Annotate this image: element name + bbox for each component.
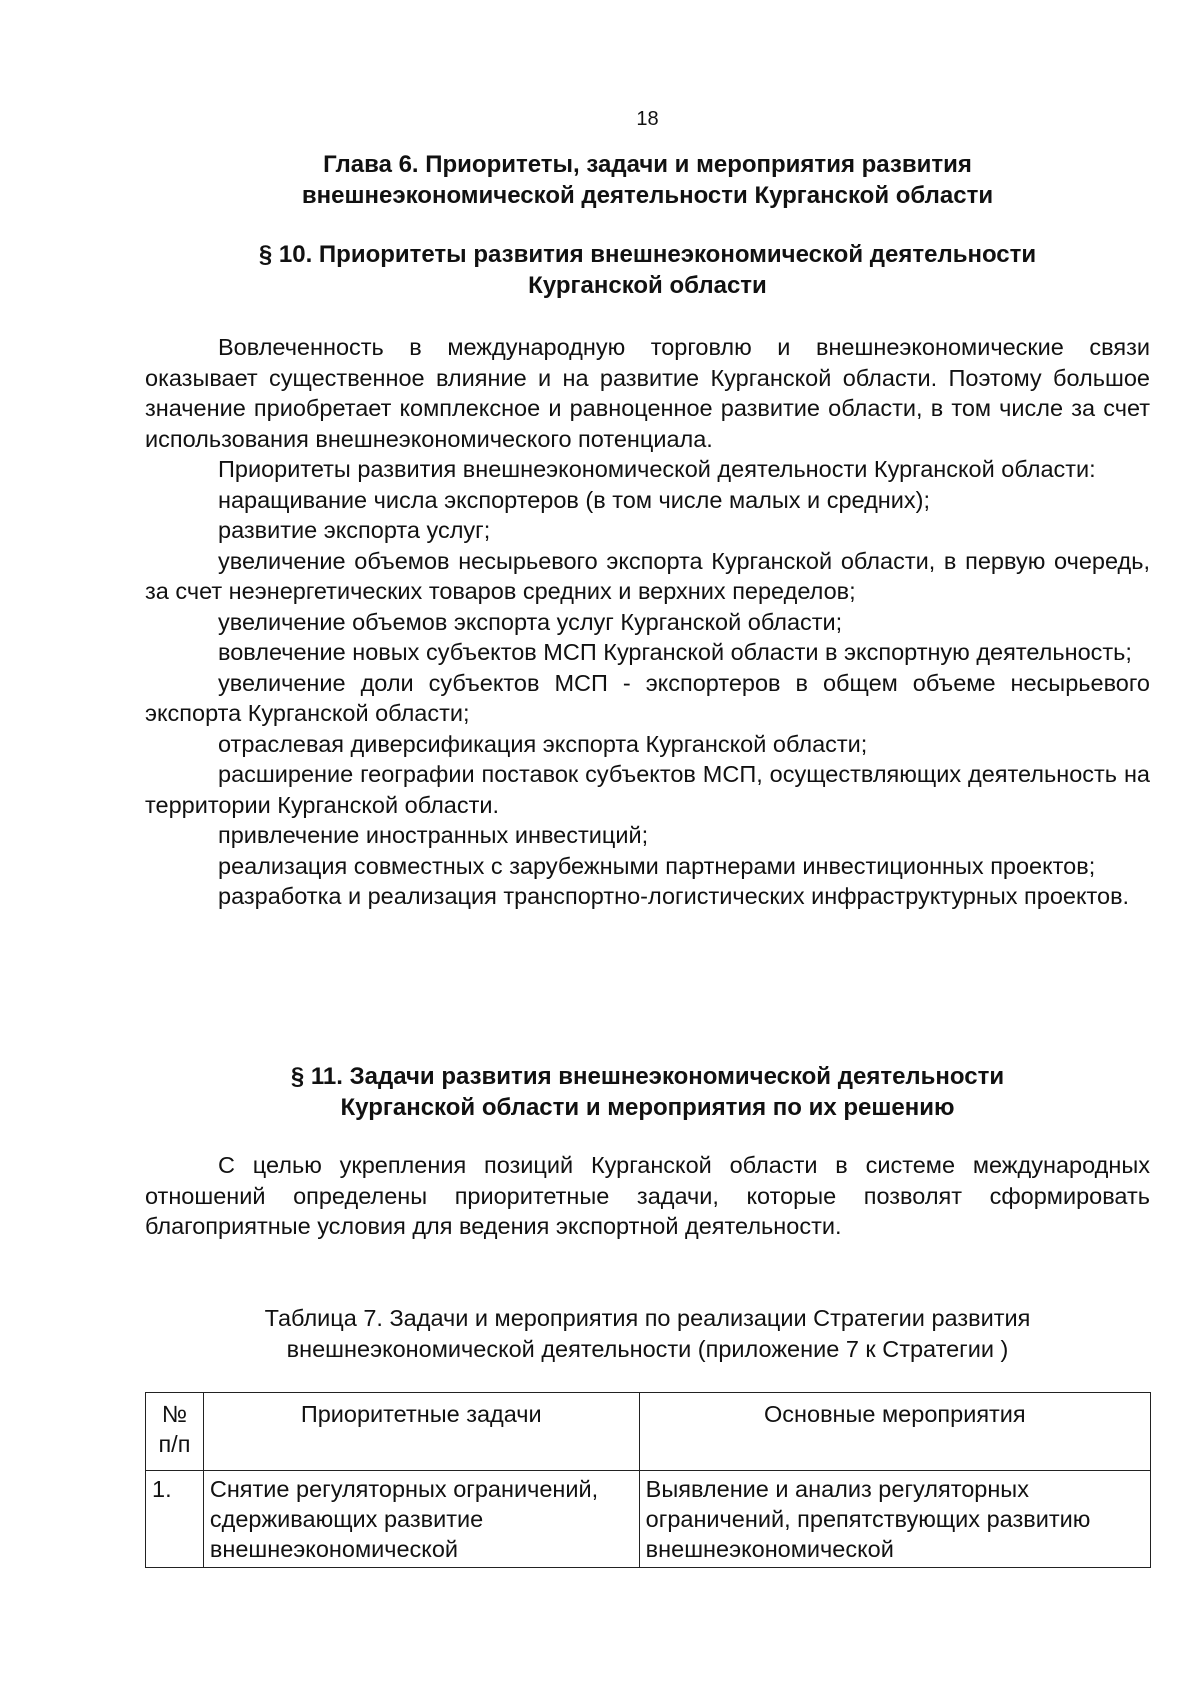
priority-item: привлечение иностранных инвестиций; xyxy=(218,822,649,848)
table-caption-line-2: внешнеэкономической деятельности (приложение 7 к Стратегии ) xyxy=(286,1335,1009,1362)
priority-item: увеличение доли субъектов МСП - экспортеров в общем объеме несырьевого экспорта Курганской области; xyxy=(145,669,1150,726)
page-number: 18 xyxy=(636,108,659,130)
table-caption-line-1: Таблица 7. Задачи и мероприятия по реализации Стратегии развития xyxy=(264,1305,1031,1331)
section-10-heading xyxy=(145,240,1150,301)
column-header-tasks: Приоритетные задачи xyxy=(203,1393,639,1471)
chapter-heading-line-1: Глава 6. Приоритеты, задачи и мероприятия развития xyxy=(323,151,972,178)
section-10-heading-line-2: Курганской области xyxy=(528,271,767,299)
table-caption xyxy=(145,1303,1150,1364)
table-cell-activity: Выявление и анализ регуляторных ограничений, препятствующих развитию внешнеэкономической xyxy=(639,1471,1150,1568)
section-10-heading-line-1: § 10. Приоритеты развития внешнеэкономической деятельности xyxy=(258,241,1037,268)
priority-item: реализация совместных с зарубежными партнерами инвестиционных проектов; xyxy=(218,852,1096,879)
priority-item: развитие экспорта услуг; xyxy=(218,517,491,543)
paragraph: С целью укрепления позиций Курганской области в системе международных отношений определены приоритетные задачи, которые позволят сформировать благоприятные условия для ведения экспортной деятельности. xyxy=(145,1152,1150,1239)
section-11-heading-line-2: Курганской области и мероприятия по их решению xyxy=(340,1093,955,1121)
column-header-activities: Основные мероприятия xyxy=(639,1393,1150,1471)
priority-item: увеличение объемов несырьевого экспорта Курганской области, в первую очередь, за счет неэнергетических товаров средних и верхних переделов; xyxy=(145,547,1150,604)
section-11-heading xyxy=(145,1062,1150,1123)
column-header-number: № п/п xyxy=(146,1393,204,1471)
table-header-row xyxy=(146,1393,1151,1471)
section-11-body xyxy=(145,1150,1150,1242)
priority-item: расширение географии поставок субъектов МСП, осуществляющих деятельность на территории Курганской области. xyxy=(145,761,1150,818)
section-11-heading-line-1: § 11. Задачи развития внешнеэкономической деятельности xyxy=(290,1063,1005,1090)
tasks-table xyxy=(145,1392,1151,1568)
priority-item: отраслевая диверсификация экспорта Курганской области; xyxy=(218,730,868,757)
chapter-heading xyxy=(145,150,1150,211)
paragraph: Приоритеты развития внешнеэкономической деятельности Курганской области: xyxy=(218,456,1096,482)
priority-item: увеличение объемов экспорта услуг Курганской области; xyxy=(218,608,843,635)
section-10-body xyxy=(145,332,1150,912)
priority-item: разработка и реализация транспортно-логистических инфраструктурных проектов. xyxy=(218,883,1130,909)
chapter-heading-line-2: внешнеэкономической деятельности Курганской области xyxy=(301,181,994,209)
table-cell-number: 1. xyxy=(146,1471,204,1568)
priority-item: наращивание числа экспортеров (в том числе малых и средних); xyxy=(218,486,931,513)
paragraph: Вовлеченность в международную торговлю и внешнеэкономические связи оказывает существенное влияние и на развитие Курганской области. Поэтому большое значение приобретает комплексное и равноценное развитие области, в том числе за счет использования внешнеэкономического потенциала. xyxy=(145,334,1150,452)
table-cell-task: Снятие регуляторных ограничений, сдерживающих развитие внешнеэкономической xyxy=(203,1471,639,1568)
table-row xyxy=(146,1471,1151,1568)
priority-item: вовлечение новых субъектов МСП Курганской области в экспортную деятельность; xyxy=(218,639,1132,665)
